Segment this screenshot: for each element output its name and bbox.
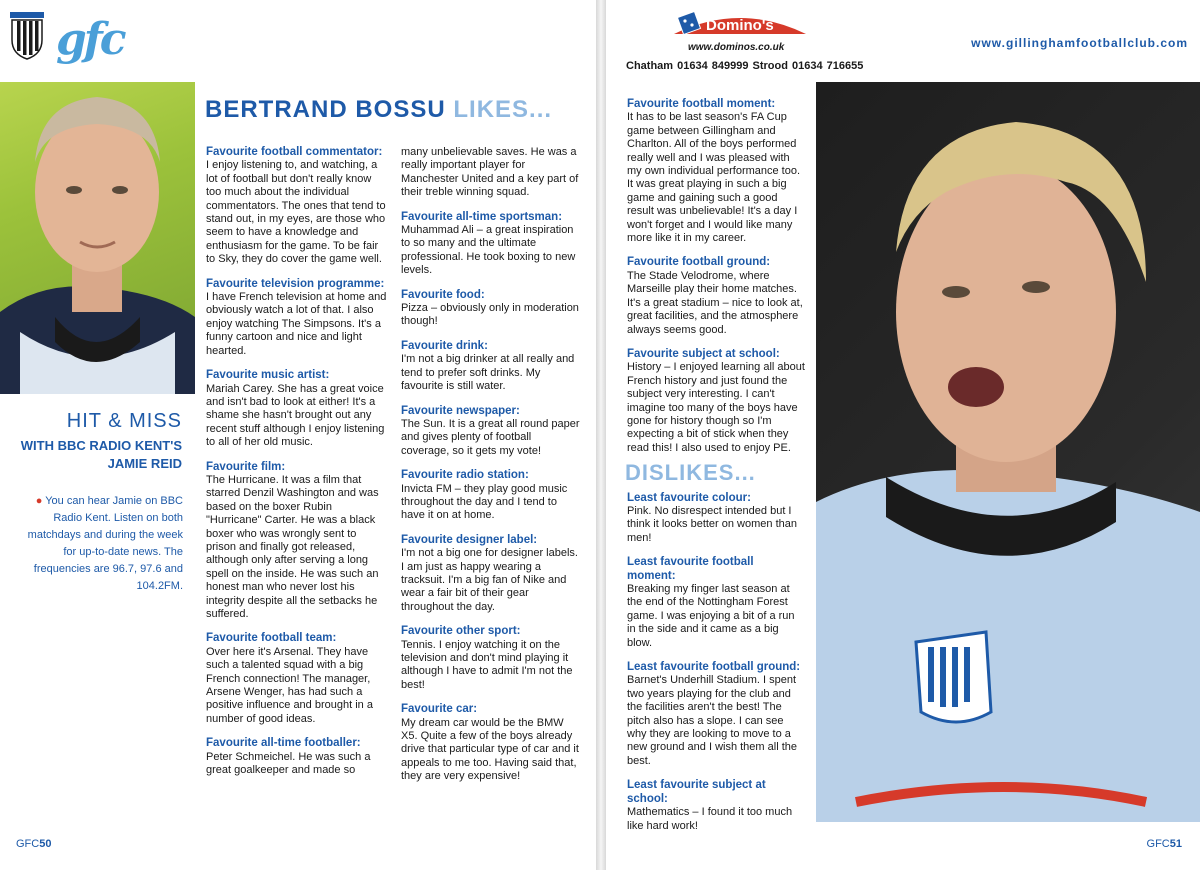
list-item [401, 146, 581, 200]
page-number-prefix: GFC [1146, 838, 1170, 850]
section-title: Least favourite football moment: [627, 556, 754, 582]
section-title: Favourite radio station: [401, 469, 529, 482]
hit-and-miss-subtitle-line1: WITH BBC RADIO KENT'S [20, 438, 182, 453]
section-title: Favourite all-time footballer: [206, 737, 361, 750]
page-gutter [596, 0, 606, 870]
bullet-icon: ● [35, 495, 43, 507]
club-website: www.gillinghamfootballclub.com [971, 36, 1188, 50]
list-item [401, 703, 581, 783]
list-item [401, 405, 581, 459]
list-item [401, 469, 581, 523]
list-item [401, 534, 581, 614]
dislikes-heading: DISLIKES... [625, 460, 756, 486]
section-text: Pizza – obviously only in moderation though! [401, 302, 579, 328]
hit-and-miss-block [20, 410, 182, 473]
list-item [401, 625, 581, 692]
page-number-right [1147, 838, 1182, 850]
section-text: Muhammad Ali – a great inspiration to so many and the ultimate professional. He took boxing to new levels. [401, 224, 576, 277]
section-text: Invicta FM – they play good music throughout the day and I tend to have it on at home. [401, 482, 568, 522]
hit-and-miss-subtitle-line2: JAMIE REID [107, 456, 182, 471]
section-text: The Sun. It is a great all round paper and gives plenty of football coverage, so it gets my vote! [401, 417, 580, 457]
dominos-logo-icon [670, 8, 810, 38]
list-item [627, 661, 805, 768]
list-item [401, 289, 581, 329]
section-title: Least favourite subject at school: [627, 779, 766, 805]
section-title: Favourite other sport: [401, 625, 521, 638]
list-item [401, 211, 581, 278]
section-title: Least favourite colour: [627, 491, 751, 504]
club-crest-icon [10, 12, 44, 60]
section-title: Favourite football moment: [627, 98, 776, 110]
gfc-logo-icon: gfc [56, 14, 124, 65]
section-title: Favourite subject at school: [627, 347, 780, 360]
section-title: Favourite car: [401, 703, 478, 716]
list-item [206, 278, 388, 358]
section-text: It has to be last season's FA Cup game between Gillingham and Charlton. All of the boys performed really well and I was pleased with my own individual performance too. It was great playing in such a big game and gaining such a good result was unbelievable! It's a day I won't forget and I would like many more like it in my career. [627, 111, 801, 245]
list-item [627, 779, 805, 833]
page-number-left [16, 838, 51, 850]
list-item [401, 340, 581, 394]
section-title: Favourite music artist: [206, 369, 330, 382]
section-text: Peter Schmeichel. He was such a great goalkeeper and made so [206, 750, 371, 777]
section-text: I enjoy listening to, and watching, a lot of football but don't really know too much about the individual commentators. The ones that tend to stand out, in my eyes, are those who seem to have a knowledge and enthusiasm for the game. To be fair to Sky, they do cover the game well. [206, 159, 386, 266]
section-title: Least favourite football ground: [627, 661, 801, 674]
page-title-likes: LIKES... [453, 96, 553, 123]
player-portrait-icon [0, 82, 195, 394]
list-item [627, 556, 805, 650]
section-text: Mathematics – I found it too much like hard work! [627, 806, 793, 832]
player-action-photo-icon [816, 82, 1200, 822]
section-text: Over here it's Arsenal. They have such a talented squad with a big French connection! The manager, Arsene Wenger, has had such a positive influence and brought in a number of good ideas. [206, 645, 373, 725]
page-title [205, 96, 552, 124]
list-item [206, 632, 388, 726]
section-text: Barnet's Underhill Stadium. I spent two years playing for the club and the facilities aren't the best! The pitch also has a slope. I can see why they are looking to move to a new ground and I wish them all the best. [627, 674, 797, 767]
player-photo-right [816, 82, 1200, 822]
radio-info-text: You can hear Jamie on BBC Radio Kent. Listen on both matchdays and during the week for up-to-date news. The frequencies are 96.7, 97.6 and 104.2FM. [27, 495, 183, 592]
list-item [627, 256, 805, 336]
player-photo-left [0, 82, 195, 394]
dominos-url: www.dominos.co.uk [688, 42, 785, 53]
section-title: Favourite film: [206, 460, 286, 473]
section-title: Favourite football team: [206, 632, 337, 645]
text-column-2 [401, 146, 581, 795]
section-text: I have French television at home and obviously watch a lot of that. I also enjoy watching The Simpsons. It's a funny cartoon and nice and light hearted. [206, 291, 387, 357]
section-text: The Stade Velodrome, where Marseille play their home matches. It's a great stadium – nice to look at, great facilities, and the atmosphere always seems good. [627, 269, 803, 336]
page-number-value: 50 [39, 838, 52, 850]
section-text: The Hurricane. It was a film that starred Denzil Washington and was based on the boxer Rubin "Hurricane" Carter. He was a black boxer who was wrongly sent to prison and finally got released, although only after serving a long spell on the inside. He was such an honest man who never lost his integrity despite all the setbacks he suffered. [206, 473, 379, 620]
page-number-prefix: GFC [16, 838, 40, 850]
section-title: Favourite newspaper: [401, 404, 520, 417]
text-column-1 [206, 146, 388, 788]
section-title: Favourite designer label: [401, 533, 538, 546]
list-item [206, 737, 388, 777]
section-text: My dream car would be the BMW X5. Quite a few of the boys already drive that particular type of car and it appeals to me too. Having said that, they are very expensive! [401, 716, 579, 783]
section-title: Favourite all-time sportsman: [401, 210, 563, 223]
section-text: Mariah Carey. She has a great voice and isn't bad to look at either! It's a shame she hasn't brought out any recent stuff although I enjoy listening to all of her old music. [206, 382, 385, 449]
section-text: I'm not a big drinker at all really and tend to prefer soft drinks. My favourite is still water. [401, 353, 575, 393]
section-text: Tennis. I enjoy watching it on the television and don't mind playing it although I have to admit I'm not the best! [401, 638, 573, 691]
section-text: Breaking my finger last season at the end of the Nottingham Forest game. I was enjoying a bit of a run in the side and it came as a big blow. [627, 583, 795, 649]
list-item [206, 146, 388, 267]
section-title: Favourite football ground: [627, 256, 771, 269]
list-item [627, 98, 805, 245]
page-title-name: BERTRAND BOSSU [205, 96, 446, 123]
list-item [627, 348, 805, 455]
dominos-brand: Domino's [706, 17, 774, 34]
text-column-3 [627, 98, 805, 844]
section-text: I'm not a big one for designer labels. I am just as happy wearing a tracksuit. I'm a big fan of Nike and wear a fair bit of their gear throughout the day. [401, 547, 578, 613]
page-number-value: 51 [1169, 838, 1182, 850]
section-title: Favourite drink: [401, 339, 488, 352]
hit-and-miss-title: HIT & MISS [66, 410, 182, 432]
radio-info [20, 493, 183, 595]
list-item [206, 369, 388, 449]
section-title: Favourite food: [401, 288, 485, 301]
list-item [627, 492, 805, 546]
section-text: Pink. No disrespect intended but I think it looks better on women than men! [627, 504, 797, 544]
dominos-phones: Chatham 01634 849999 Strood 01634 716655 [626, 60, 864, 72]
section-text: History – I enjoyed learning all about French history and just found the subject very interesting. I can't imagine too many of the boys have gone for history though so I'm expecting a bit of stick when they read this! I also used to enjoy PE. [627, 361, 805, 454]
list-item [206, 461, 388, 622]
section-title: Favourite television programme: [206, 277, 385, 290]
section-text: many unbelievable saves. He was a really important player for Manchester United and a key part of their treble winning squad. [401, 146, 579, 199]
section-title: Favourite football commentator: [206, 146, 383, 158]
